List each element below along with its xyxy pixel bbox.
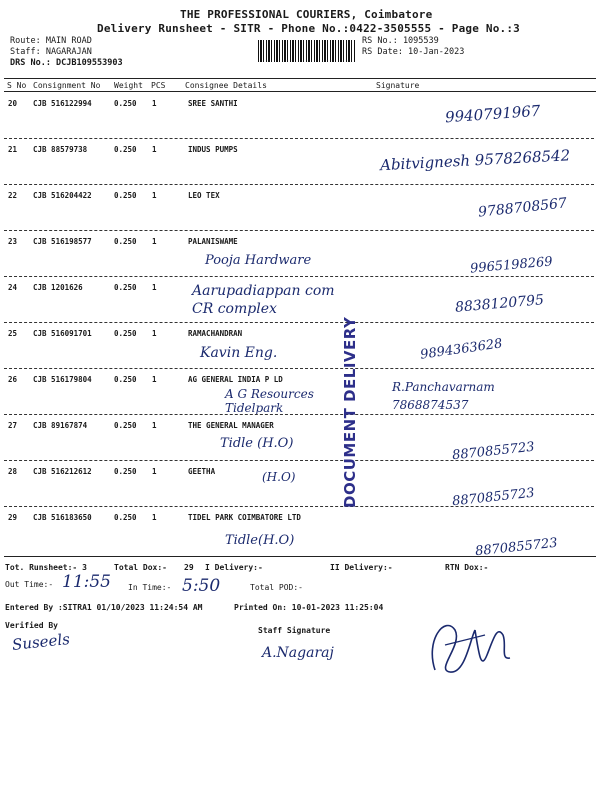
staff-signature-label: Staff Signature <box>258 626 331 635</box>
row-divider <box>4 322 594 323</box>
row-divider <box>4 414 594 415</box>
col-consignment: Consignment No <box>33 81 101 90</box>
row-signature: 9894363628 <box>419 336 504 363</box>
row-handwritten-note: (H.O) <box>262 470 296 484</box>
row-signature: Abitvignesh 9578268542 <box>379 146 571 175</box>
col-weight: Weight <box>114 81 143 90</box>
row-consignment: CJB 516179804 <box>33 375 92 384</box>
row-signature: 8870855723 <box>474 535 559 560</box>
row-handwritten-note: Aarupadiappan com CR complex <box>192 283 335 317</box>
row-divider <box>4 506 594 507</box>
row-signature: R.Panchavarnam 7868874537 <box>392 380 495 412</box>
row-consignee: SREE SANTHI <box>188 99 238 108</box>
row-divider <box>4 460 594 461</box>
row-consignment: CJB 516204422 <box>33 191 92 200</box>
company-title: THE PROFESSIONAL COURIERS, Coimbatore <box>180 8 433 21</box>
col-pcs: PCS <box>151 81 166 90</box>
row-divider <box>4 368 594 369</box>
row-pcs: 1 <box>152 237 157 246</box>
in-time-label: In Time:- <box>128 583 172 592</box>
row-consignee: AG GENERAL INDIA P LD <box>188 375 283 384</box>
row-weight: 0.250 <box>114 329 137 338</box>
row-sno: 21 <box>8 145 18 154</box>
row-signature: 9965198269 <box>469 254 554 277</box>
row-divider <box>4 138 594 139</box>
entered-by: Entered By :SITRA1 01/10/2023 11:24:54 AM <box>5 603 203 612</box>
row-pcs: 1 <box>152 513 157 522</box>
col-signature: Signature <box>376 81 420 90</box>
row-pcs: 1 <box>152 421 157 430</box>
row-handwritten-note: Kavin Eng. <box>200 345 278 361</box>
row-divider <box>4 184 594 185</box>
row-weight: 0.250 <box>114 237 137 246</box>
total-dox-label: Total Dox:- <box>114 563 167 572</box>
row-pcs: 1 <box>152 283 157 292</box>
row-pcs: 1 <box>152 145 157 154</box>
row-signature: 9940791967 <box>444 101 541 127</box>
row-consignment: CJB 516091701 <box>33 329 92 338</box>
route-label: Route: MAIN ROAD <box>10 36 92 46</box>
out-time-value: 11:55 <box>62 572 111 592</box>
staff-label: Staff: NAGARAJAN <box>10 47 92 57</box>
row-handwritten-note: Pooja Hardware <box>205 253 312 268</box>
row-consignment: CJB 516122994 <box>33 99 92 108</box>
table-head-rule <box>4 91 596 92</box>
ii-delivery: II Delivery:- <box>330 563 393 572</box>
out-time-label: Out Time:- <box>5 580 54 589</box>
row-consignee: THE GENERAL MANAGER <box>188 421 274 430</box>
row-signature: 8870855723 <box>451 485 536 510</box>
col-sno: S No <box>7 81 27 90</box>
scribble-signature <box>415 600 525 690</box>
row-pcs: 1 <box>152 467 157 476</box>
staff-signature: A.Nagaraj <box>262 645 334 661</box>
total-pod: Total POD:- <box>250 583 303 592</box>
barcode <box>258 40 356 62</box>
row-divider <box>4 276 594 277</box>
in-time-value: 5:50 <box>182 576 221 596</box>
verified-signature: Suseels <box>11 630 71 654</box>
drs-number: DRS No.: DCJB109553903 <box>10 58 123 68</box>
row-weight: 0.250 <box>114 191 137 200</box>
row-sno: 22 <box>8 191 18 200</box>
row-consignment: CJB 89167874 <box>33 421 88 430</box>
row-weight: 0.250 <box>114 421 137 430</box>
row-consignee: RAMACHANDRAN <box>188 329 243 338</box>
row-consignee: GEETHA <box>188 467 216 476</box>
table-top-rule <box>4 78 596 79</box>
total-dox-value: 29 <box>184 563 194 572</box>
i-delivery: I Delivery:- <box>205 563 263 572</box>
row-handwritten-note: Tidle (H.O) <box>220 436 294 451</box>
row-pcs: 1 <box>152 191 157 200</box>
row-handwritten-note: A G Resources Tidelpark <box>225 387 314 415</box>
row-weight: 0.250 <box>114 513 137 522</box>
col-consignee: Consignee Details <box>185 81 267 90</box>
row-sno: 28 <box>8 467 18 476</box>
row-pcs: 1 <box>152 329 157 338</box>
row-sno: 24 <box>8 283 18 292</box>
row-sno: 27 <box>8 421 18 430</box>
total-runsheet: Tot. Runsheet:- 3 <box>5 563 87 572</box>
table-bottom-rule <box>4 556 596 557</box>
row-consignee: TIDEL PARK COIMBATORE LTD <box>188 513 301 522</box>
row-sno: 26 <box>8 375 18 384</box>
row-consignment: CJB 516198577 <box>33 237 92 246</box>
row-weight: 0.250 <box>114 467 137 476</box>
row-consignment: CJB 88579738 <box>33 145 88 154</box>
row-consignment: CJB 516212612 <box>33 467 92 476</box>
row-signature: 8870855723 <box>451 439 536 464</box>
row-weight: 0.250 <box>114 283 137 292</box>
row-consignment: CJB 1201626 <box>33 283 83 292</box>
row-consignee: PALANISWAME <box>188 237 238 246</box>
document-delivery-stamp: DOCUMENT DELIVERY <box>341 316 359 508</box>
verified-by-label: Verified By <box>5 621 58 630</box>
row-signature: 9788708567 <box>477 195 568 221</box>
row-sno: 25 <box>8 329 18 338</box>
row-sno: 23 <box>8 237 18 246</box>
row-consignment: CJB 516183650 <box>33 513 92 522</box>
runsheet-subtitle: Delivery Runsheet - SITR - Phone No.:0422-3505555 - Page No.:3 <box>97 22 520 35</box>
row-signature: 8838120795 <box>454 292 545 316</box>
row-consignee: INDUS PUMPS <box>188 145 238 154</box>
row-sno: 20 <box>8 99 18 108</box>
row-sno: 29 <box>8 513 18 522</box>
printed-on: Printed On: 10-01-2023 11:25:04 <box>234 603 384 612</box>
row-pcs: 1 <box>152 99 157 108</box>
row-weight: 0.250 <box>114 375 137 384</box>
row-weight: 0.250 <box>114 145 137 154</box>
row-consignee: LEO TEX <box>188 191 220 200</box>
rs-date: RS Date: 10-Jan-2023 <box>362 47 465 57</box>
rs-number: RS No.: 1095539 <box>362 36 439 46</box>
row-divider <box>4 230 594 231</box>
row-handwritten-note: Tidle(H.O) <box>225 533 295 548</box>
row-weight: 0.250 <box>114 99 137 108</box>
rtn-dox: RTN Dox:- <box>445 563 489 572</box>
row-pcs: 1 <box>152 375 157 384</box>
